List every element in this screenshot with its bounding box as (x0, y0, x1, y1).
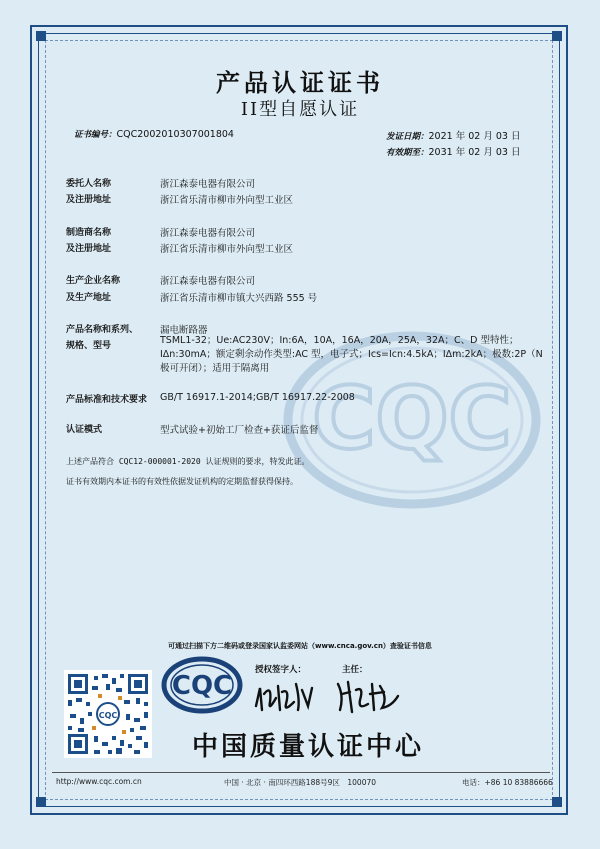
statement-line2: 证书有效期内本证书的有效性依据发证机构的定期监督获得保持。 (66, 477, 298, 486)
certificate-title: 产品认证证书 (216, 68, 384, 97)
authorized-signature (250, 676, 320, 716)
manufacturer-address-label: 及注册地址 (66, 244, 112, 254)
footer-phone: 电话：+86 10 83886666 (462, 778, 553, 787)
footer-website[interactable]: http://www.cqc.com.cn (56, 777, 142, 786)
cert-number-value: CQC2002010307001804 (116, 129, 234, 140)
qr-code[interactable] (64, 670, 152, 758)
frame-corner-tr (552, 31, 562, 41)
standard-label: 产品标准和技术要求 (66, 395, 148, 405)
manufacturer-address-value: 浙江省乐清市柳市外向型工业区 (160, 244, 294, 255)
qr-logo-text: CQC (98, 711, 118, 720)
issue-date-label: 发证日期： (386, 132, 429, 142)
client-address-label: 及注册地址 (66, 195, 112, 205)
issue-date (386, 128, 520, 142)
cqc-logo-text: CQC (171, 671, 233, 701)
client-label: 委托人名称 (66, 179, 112, 189)
authorized-signer-label: 授权签字人： (255, 665, 307, 675)
statement-line1: 上述产品符合 CQC12-000001-2020 认证规则的要求，特发此证。 (66, 457, 310, 466)
certificate-subtitle: II型自愿认证 (240, 99, 360, 120)
manufacturer-value: 浙江森泰电器有限公司 (160, 228, 256, 239)
certification-center-name: 中国质量认证中心 (191, 732, 424, 762)
cert-number (74, 128, 234, 140)
product-name: 漏电断路器 (160, 325, 208, 336)
product-spec: TSML1-32；Ue:AC230V；In:6A，10A，16A，20A，25A，32A；C、D 型特性；IΔn:30mA；额定剩余动作类型:AC 型，电子式；Ics=Icn:4.5kA；IΔm:2kA；极数:2P（N 极可开闭）；适用于隔离用 (160, 335, 543, 374)
product-label-line1: 产品名称和系列、 (66, 325, 139, 335)
footer-divider (52, 772, 550, 773)
standard-value: GB/T 16917.1-2014;GB/T 16917.22-2008 (160, 392, 355, 403)
issue-date-value: 2021 年 02 月 03 日 (428, 131, 521, 142)
cqc-logo (160, 655, 244, 715)
director-label: 主任： (342, 665, 368, 675)
certification-mode-label: 认证模式 (66, 425, 103, 435)
qr-code-icon (64, 670, 152, 758)
factory-address-value: 浙江省乐清市柳市镇大兴西路 555 号 (160, 293, 318, 304)
frame-corner-tl (36, 31, 46, 41)
factory-address-label: 及生产地址 (66, 293, 112, 303)
client-address-value: 浙江省乐清市柳市外向型工业区 (160, 195, 294, 206)
valid-date (386, 144, 520, 158)
factory-value: 浙江森泰电器有限公司 (160, 276, 256, 287)
frame-corner-br (552, 797, 562, 807)
product-label-line2: 规格、型号 (66, 341, 112, 351)
cert-number-label: 证书编号： (74, 130, 117, 140)
factory-label: 生产企业名称 (66, 276, 121, 286)
valid-date-value: 2031 年 02 月 03 日 (428, 147, 521, 158)
director-signature (332, 676, 404, 716)
verify-instruction: 可通过扫描下方二维码或登录国家认监委网站（www.cnca.gov.cn）查验证书信息 (168, 642, 432, 650)
valid-date-label: 有效期至： (386, 148, 429, 158)
client-value: 浙江森泰电器有限公司 (160, 179, 256, 190)
certification-mode-value: 型式试验+初始工厂检查+获证后监督 (160, 425, 319, 436)
manufacturer-label: 制造商名称 (66, 228, 112, 238)
frame-corner-bl (36, 797, 46, 807)
svg-text:CQC: CQC (312, 369, 512, 469)
footer-address: 中国 · 北京 · 南四环西路188号9区 100070 (224, 778, 377, 787)
